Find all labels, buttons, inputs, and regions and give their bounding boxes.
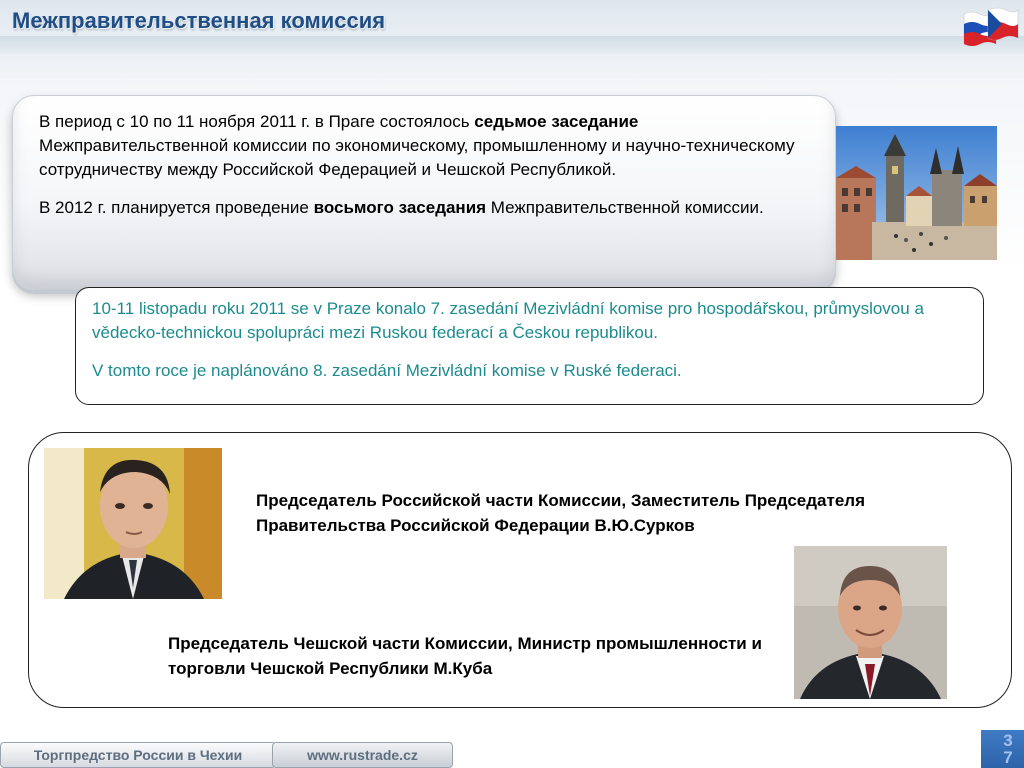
- prague-photo: [836, 126, 997, 260]
- czech-chairman-photo: [794, 546, 947, 699]
- ru-p1-bold: седьмое заседание: [474, 112, 639, 131]
- russian-paragraph-2: [39, 196, 815, 220]
- header-stripe: [0, 36, 1024, 54]
- russian-chairman-photo: [44, 448, 222, 599]
- russian-paragraph-1: [39, 110, 815, 182]
- page-title: Межправительственная комиссия: [12, 8, 386, 33]
- ru-p1-after: Межправительственной комиссии по экономическому, промышленному и научно-техническому сотрудничеству между Российской Федерацией и Чешской Республикой.: [39, 136, 795, 179]
- czech-text-block: [75, 287, 984, 405]
- czech-paragraph-2: V tomto roce je naplánováno 8. zasedání Mezivládní komise v Ruské federaci.: [92, 361, 682, 380]
- russian-chairman-caption: Председатель Российской части Комиссии, Заместитель Председателя Правительства Российской Федерации В.Ю.Сурков: [256, 491, 865, 535]
- ru-p2-before: В 2012 г. планируется проведение: [39, 198, 314, 217]
- page-number-value: 37: [1003, 731, 1013, 767]
- ru-p2-after: Межправительственной комиссии.: [486, 198, 764, 217]
- czech-chairman-caption: Председатель Чешской части Комиссии, Министр промышленности и торговли Чешской Республики М.Куба: [168, 634, 762, 678]
- russia-czech-flags-icon: [962, 6, 1020, 48]
- footer-org-tab: Торгпредство России в Чехии: [0, 742, 276, 768]
- footer-url-link[interactable]: www.rustrade.cz: [272, 742, 453, 768]
- ru-p2-bold: восьмого заседания: [313, 198, 487, 217]
- page-number: [981, 730, 1024, 768]
- czech-paragraph-1: 10-11 listopadu roku 2011 se v Praze konalo 7. zasedání Mezivládní komise pro hospodářskou, průmyslovou a vědecko-technickou spolupráci mezi Ruskou federací a Českou republikou.: [92, 299, 924, 342]
- ru-p1-before: В период с 10 по 11 ноября 2011 г. в Праге состоялось: [39, 112, 475, 131]
- russian-text-block: [12, 95, 836, 290]
